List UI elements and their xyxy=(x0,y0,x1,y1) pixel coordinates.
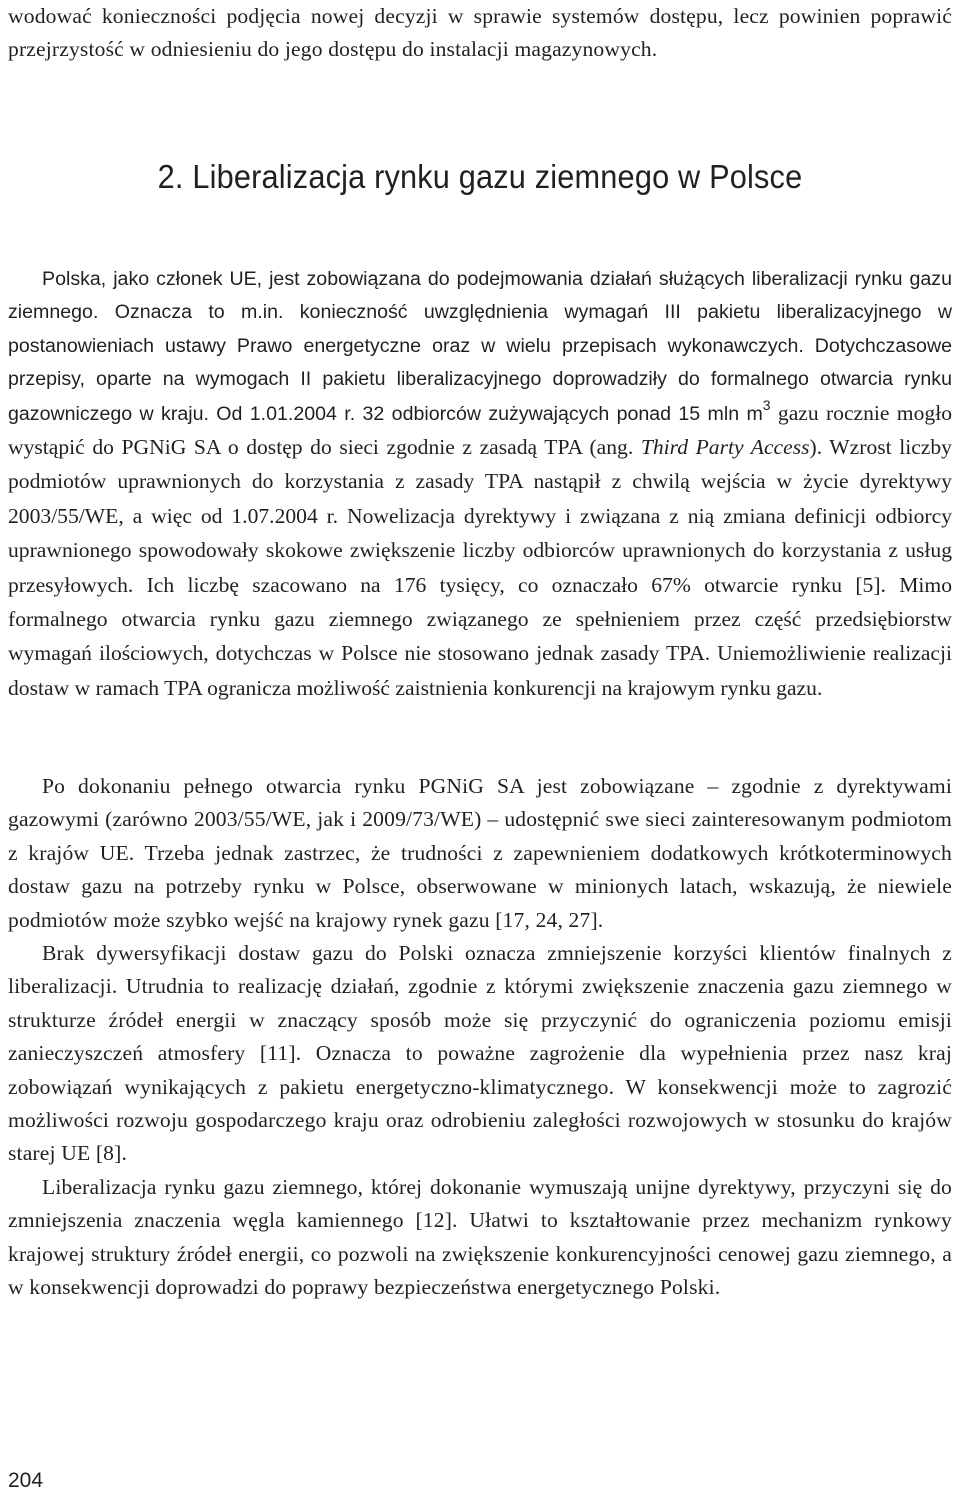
paragraph-3: Brak dywersyfikacji dostaw gazu do Polski oznacza zmniejszenie korzyści klientów finalnych z liberalizacji. Utrudnia to realizację działań, zgodnie z którymi zwiększenie znaczenia gazu ziemnego w strukturze źródeł energii w znaczący sposób może się przyczynić do ograniczenia poziomu emisji zanieczyszczeń atmosfery [11]. Oznacza to poważne zagrożenie dla wypełnienia przez nasz kraj zobowiązań wynikających z pakietu energetyczno-klimatycznego. W konsekwencji może to zagrozić możliwości rozwoju gospodarczego kraju oraz odrobieniu zaległości rozwojowych w stosunku do krajów starej UE [8]. xyxy=(8,941,952,1166)
section-heading: 2. Liberalizacja rynku gazu ziemnego w Polsce xyxy=(157,158,803,195)
paragraph-1 xyxy=(8,263,952,706)
paragraph-4: Liberalizacja rynku gazu ziemnego, której dokonanie wymuszają unijne dyrektywy, przyczyni się do zmniejszenia znaczenia węgla kamiennego [12]. Ułatwi to kształtowanie przez mechanizm rynkowy krajowej struktury źródeł energii, co pozwoli na zwiększenie konkurencyjności cenowej gazu ziemnego, a w konsekwencji doprowadzi do poprawy bezpieczeństwa energetycznego Polski. xyxy=(8,1174,952,1300)
continued-paragraph: wodować konieczności podjęcia nowej decyzji w sprawie systemów dostępu, lecz powinien poprawić przejrzystość w odniesieniu do jego dostępu do instalacji magazynowych. xyxy=(8,4,952,62)
paragraph-1-sans-text: Polska, jako członek UE, jest zobowiązana do podejmowania działań służących liberalizacji rynku gazu ziemnego. Oznacza to m.in. konieczność uwzględnienia wymagań III pakietu liberalizacyjnego w postanowieniach ustawy Prawo energetyczne oraz w wielu przepisach wykonawczych. Dotychczasowe przepisy, oparte na wymogach II pakietu liberalizacyjnego doprowadziły do formalnego otwarcia rynku gazowniczego w kraju. Od 1.01.2004 r. 32 odbiorców zużywających ponad 15 mln m xyxy=(8,268,952,425)
paragraph-1-serif-text-b: ). Wzrost liczby podmiotów uprawnionych do korzystania z zasady TPA nastąpił z chwilą wejścia w życie dyrektywy 2003/55/WE, a więc od 1.07.2004 r. Nowelizacja dyrektywy i związana z nią zmiana definicji odbiorcy uprawnionego spowodowały skokowe zwiększenie liczby odbiorców uprawnionych do korzystania z usług przesyłowych. Ich liczbę szacowano na 176 tysięcy, co oznaczało 67% otwarcie rynku [5]. Mimo formalnego otwarcia rynku gazu ziemnego związanego ze spełnieniem przez część przedsiębiorstw wymagań ilościowych, dotychczas w Polsce nie stosowano jednak zasady TPA. Uniemożliwienie realizacji dostaw w ramach TPA ogranicza możliwość zaistnienia konkurencji na krajowym rynku gazu. xyxy=(8,435,952,700)
body-serif-paragraphs xyxy=(8,770,952,1305)
page-number: 204 xyxy=(8,1469,44,1492)
paragraph-1-italic-term: Third Party Access xyxy=(640,435,810,460)
paragraph-2: Po dokonaniu pełnego otwarcia rynku PGNiG SA jest zobowiązane – zgodnie z dyrektywami gazowymi (zarówno 2003/55/WE, jak i 2009/73/WE) – udostępnić swe sieci zainteresowanym podmiotom z krajów UE. Trzeba jednak zastrzec, że trudności z zapewnieniem dodatkowych krótkoterminowych dostaw gazu na potrzeby rynku w Polsce, obserwowane w minionych latach, wskazują, że niewiele podmiotów może szybko wejść na krajowy rynek gazu [17, 24, 27]. xyxy=(8,774,952,932)
superscript-cubic: 3 xyxy=(762,397,771,414)
paragraph-1-serif-text-a: gazu rocznie mogło wystąpić do PGNiG SA o dostęp do sieci zgodnie z zasadą TPA (ang. xyxy=(8,400,952,460)
